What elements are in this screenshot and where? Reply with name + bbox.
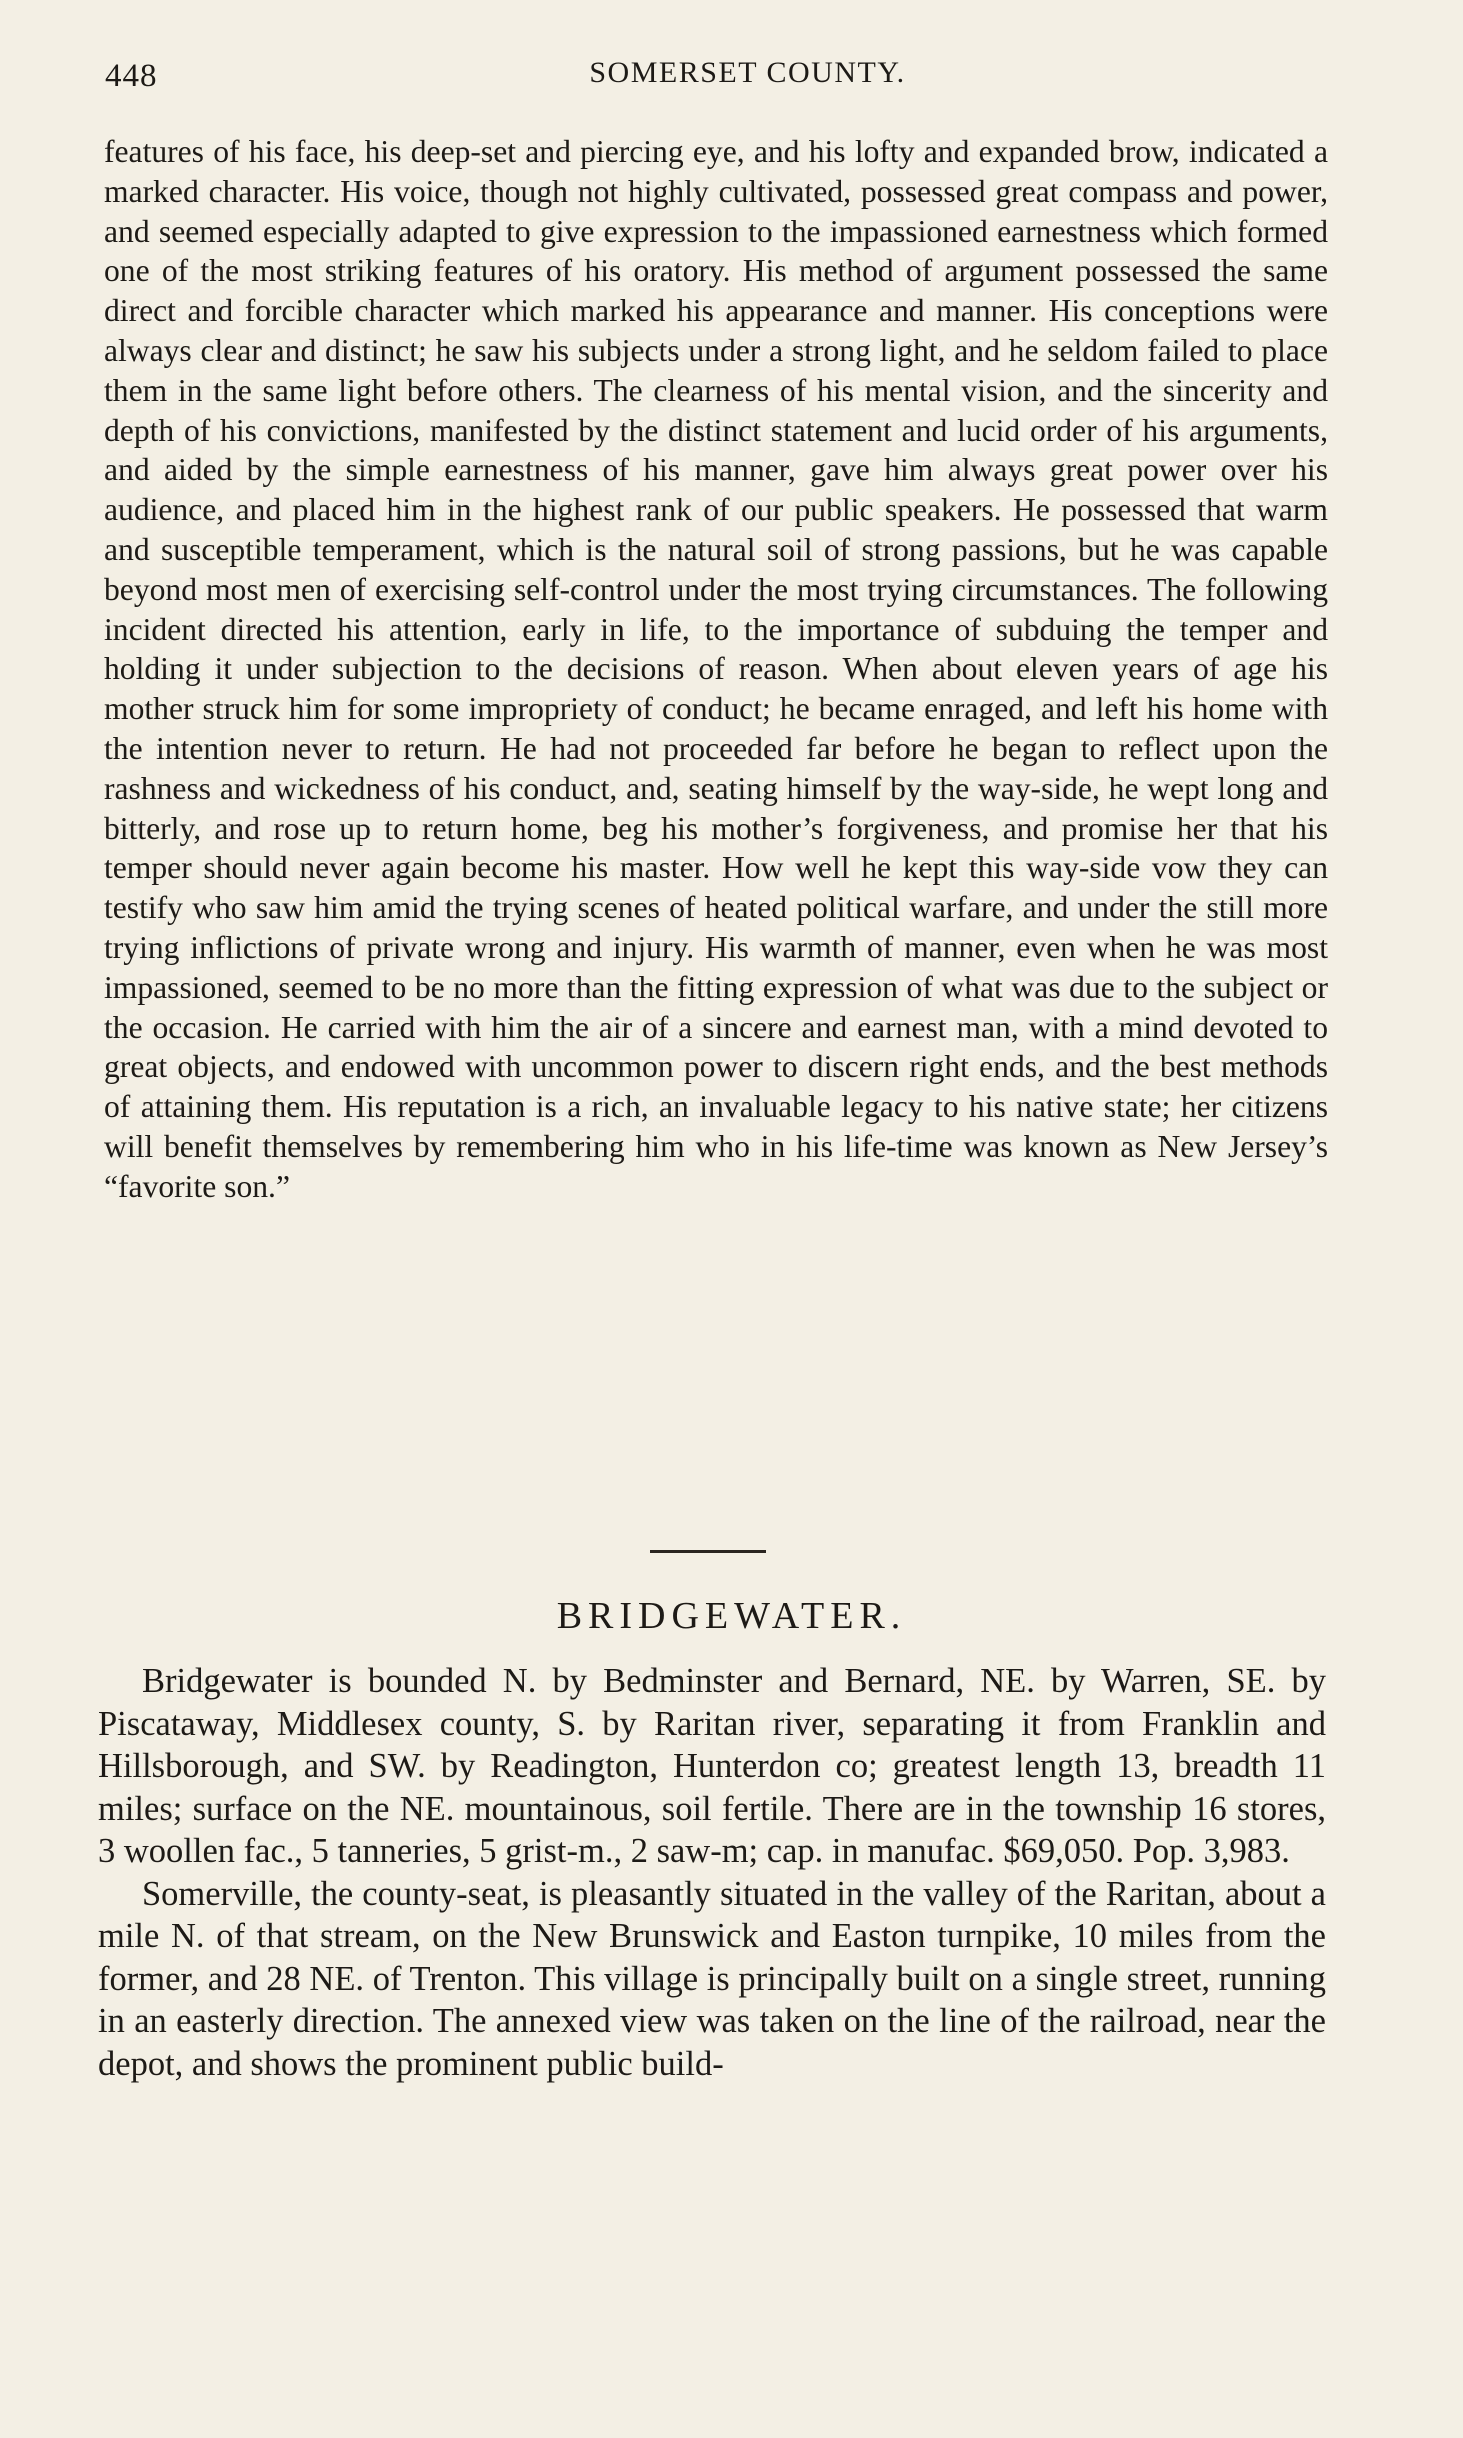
- section-body: [98, 1660, 1326, 2085]
- biography-paragraph: features of his face, his deep-set and piercing eye, and his lofty and expanded brow, indicated a marked character. His voice, though not highly cultivated, possessed great compass and power, and seemed especially adapted to give expression to the impassioned earnestness which formed one of the most striking features of his oratory. His method of argument possessed the same direct and forcible character which marked his appearance and manner. His conceptions were always clear and distinct; he saw his subjects under a strong light, and he seldom failed to place them in the same light before others. The clearness of his mental vision, and the sincerity and depth of his convictions, manifested by the distinct statement and lucid order of his arguments, and aided by the simple earnestness of his manner, gave him always great power over his audience, and placed him in the highest rank of our public speakers. He possessed that warm and susceptible temperament, which is the natural soil of strong passions, but he was capable beyond most men of exercising self-control under the most trying circumstances. The following incident directed his attention, early in life, to the importance of subduing the temper and holding it under subjection to the decisions of reason. When about eleven years of age his mother struck him for some impropriety of conduct; he became enraged, and left his home with the intention never to return. He had not proceeded far before he began to reflect upon the rashness and wickedness of his conduct, and, seating himself by the way-side, he wept long and bitterly, and rose up to return home, beg his mother’s forgiveness, and promise her that his temper should never again become his master. How well he kept this way-side vow they can testify who saw him amid the trying scenes of heated political warfare, and under the still more trying inflictions of private wrong and injury. His warmth of manner, even when he was most impassioned, seemed to be no more than the fitting expression of what was due to the subject or the occasion. He carried with him the air of a sincere and earnest man, with a mind devoted to great objects, and endowed with uncommon power to discern right ends, and the best methods of attaining them. His reputation is a rich, an invaluable legacy to his native state; her citizens will benefit themselves by remembering him who in his life-time was known as New Jersey’s “favorite son.”: [104, 134, 1328, 1204]
- section-paragraph-bounds: Bridgewater is bounded N. by Bedminster and Bernard, NE. by Warren, SE. by Piscataway, Middlesex county, S. by Raritan river, separating it from Franklin and Hillsborough, and SW. by Readington, Hunterdon co; greatest length 13, breadth 11 miles; surface on the NE. mountainous, soil fertile. There are in the township 16 stores, 3 woollen fac., 5 tanneries, 5 grist-m., 2 saw-m; cap. in manufac. $69,050. Pop. 3,983.: [98, 1662, 1326, 1870]
- section-heading: BRIDGEWATER.: [556, 1595, 907, 1637]
- section-paragraph-somerville: Somerville, the county-seat, is pleasantly situated in the valley of the Raritan, about a mile N. of that stream, on the New Brunswick and Easton turnpike, 10 miles from the former, and 28 NE. of Trenton. This village is principally built on a single street, running in an easterly direction. The annexed view was taken on the line of the railroad, near the depot, and shows the prominent public build-: [98, 1874, 1326, 2083]
- running-head: [105, 52, 1330, 96]
- running-title: SOMERSET COUNTY.: [589, 56, 906, 89]
- page-number: 448: [105, 58, 158, 94]
- section-divider-rule: [650, 1550, 766, 1553]
